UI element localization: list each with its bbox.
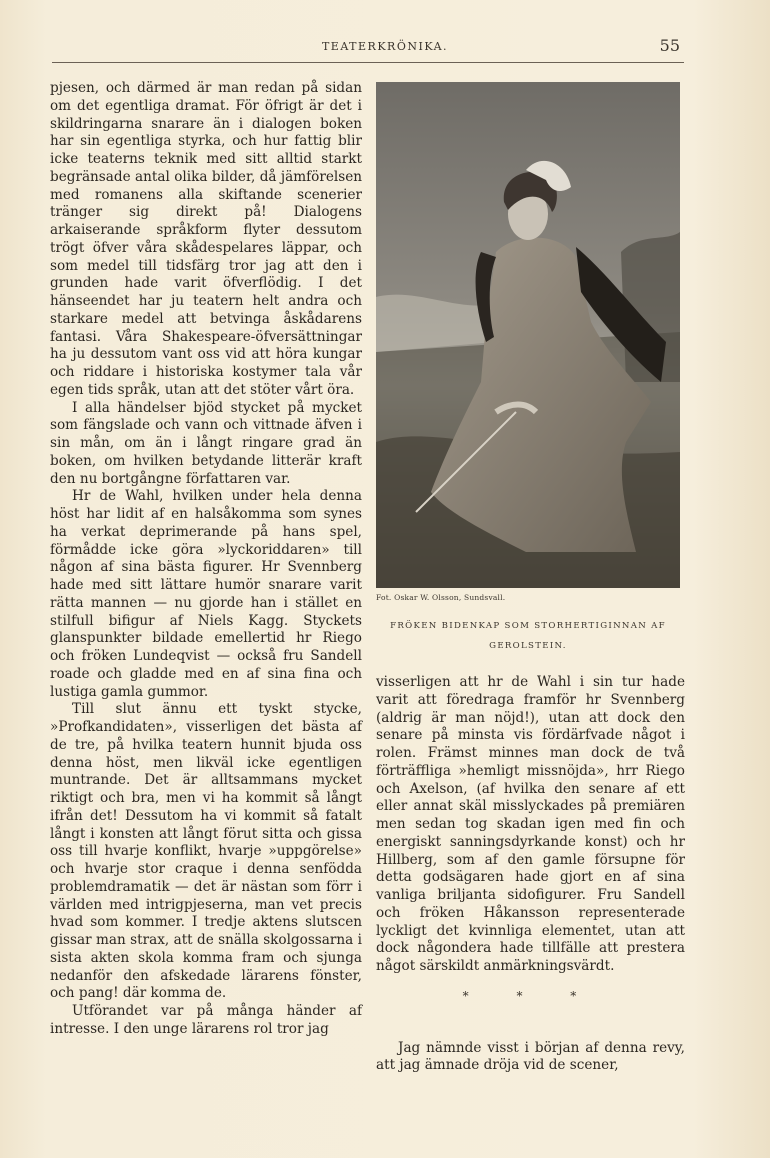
paragraph: pjesen, och därmed är man redan på sidan om det egentliga dramat. För öfrigt är det i skildringarna snarare än i dialogen boken har sin egentliga styrka, och hur fattig blir icke teaterns teknik med sitt alltid starkt begränsade antal olika bilder, då jämförelsen med romanens alla skiftande scenerier tränger sig direkt på! Dialogens arkaiserande språkform flyter dessutom trögt öfver våra skådespelares läppar, och som medel till tidsfärg tror jag att den i grunden hade varit öfverflödig. I det hänseendet har ju teatern helt andra och starkare medel att betvinga åskådarens fantasi. Våra Shakespeare-öfversättningar ha ju dessutom vant oss vid att höra kungar och riddare i historiska kostymer tala vår egen tids språk, utan att det stöter vårt öra. bbox=[50, 80, 362, 398]
photo-caption: FRÖKEN BIDENKAP SOM STORHERTIGINNAN AF GEROLSTEIN. bbox=[390, 621, 666, 651]
photo-credit: Fot. Oskar W. Olsson, Sundsvall. bbox=[376, 593, 506, 602]
right-text-continuation bbox=[376, 1026, 685, 1089]
paragraph: Hr de Wahl, hvilken under hela denna höst har lidit af en halsåkomma som synes ha verkat deprimerande på hans spel, förmådde icke göra »lyckoriddaren» till någon af sina bästa figurer. Hr Svennberg hade med sitt lättare humör snarare varit rätta mannen — nu gjorde han i stället en stilfull bifigur af Niels Kagg. Styckets glanspunkter bildade emellertid hr Riego och fröken Lundeqvist — också fru Sandell roade och gladde med en af sina fina och lustiga gamla gummor. bbox=[50, 488, 362, 700]
photograph-illustration bbox=[376, 82, 680, 588]
page-number: 55 bbox=[659, 36, 680, 55]
paragraph: Utförandet var på många händer af intresse. I den unge lärarens rol tror jag bbox=[50, 1003, 362, 1037]
paragraph: visserligen att hr de Wahl i sin tur hade varit att föredraga framför hr Svennberg (aldrig är man nöjd!), utan att dock den senare på minsta vis fördärfvade något i rolen. Främst minnes man dock de två förträffliga »hemligt missnöjda», hrr Riego och Axelson, (af hvilka den senare af ett eller annat skäl misslyckades på premiären men sedan tog skadan igen med fin och energiskt sanningsdyrkande konst) och hr Hillberg, som af den gamle försupne för detta godsägaren hade gjort en af sina vanliga briljanta sidofigurer. Fru Sandell och fröken Håkansson representerade lyckligt det kvinnliga elementet, utan att dock någondera hade tillfälle att prestera något särskildt anmärkningsvärdt. bbox=[376, 674, 685, 974]
paragraph: I alla händelser bjöd stycket på mycket som fängslade och vann och vittnade äfven i sin mån, om än i långt ringare grad än boken, om hvilken betydande litterär kraft den nu bortgångne författaren var. bbox=[50, 399, 362, 487]
paragraph: Jag nämnde visst i början af denna revy, att jag ämnade dröja vid de scener, bbox=[376, 1039, 685, 1074]
running-title: TEATERKRÖNIKA. bbox=[321, 40, 449, 53]
left-text-column bbox=[50, 80, 362, 1039]
right-text-column bbox=[376, 674, 685, 976]
paragraph: Till slut ännu ett tyskt stycke, »Profkandidaten», visserligen det bästa af de tre, på hvilka teatern hunnit bjuda oss denna höst, men likväl icke egentligen muntrande. Det är alltsammans mycket riktigt och bra, men vi ha kommit så långt ifrån det! Dessutom ha vi kommit så fatalt långt i konsten att långt förut sitta och gissa oss till hvarje konflikt, hvarje »uppgörelse» och hvarje stor craque i denna senfödda problemdramatik — det är nästan som förr i världen med intrigpjeserna, man vet precis hvad som kommer. I tredje aktens slutscen gissar man strax, att de snälla skolgossarna i sista akten skola komma fram och sjunga nedanför den afskedade lärarens fönster, och pang! där komma de. bbox=[50, 701, 362, 1002]
section-break-asterism: * * * bbox=[462, 989, 599, 1003]
portrait-photograph bbox=[376, 82, 680, 588]
header-rule bbox=[52, 62, 684, 63]
